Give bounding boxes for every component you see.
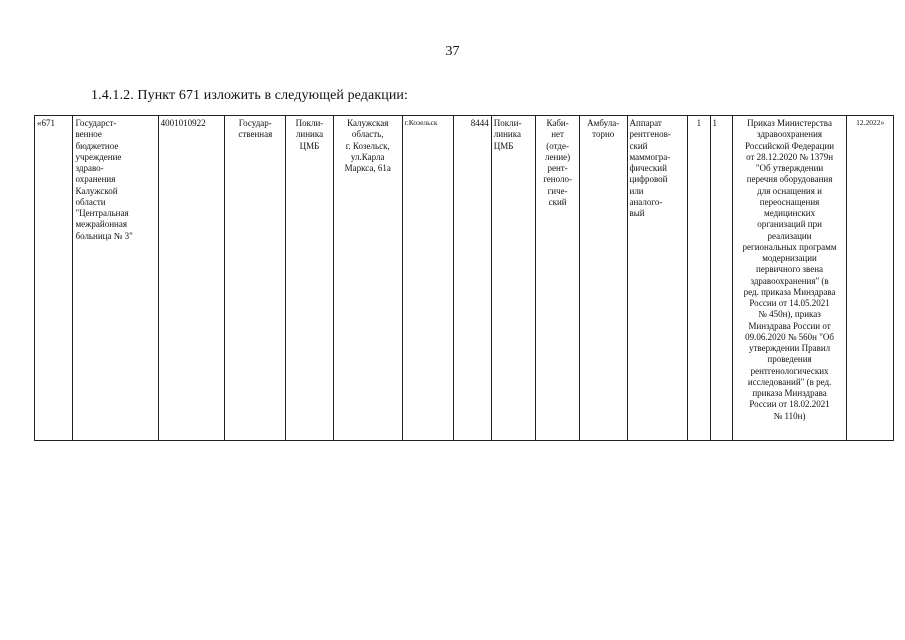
cell-address: Калужская область, г. Козельск, ул.Карла Маркса, 61а	[333, 116, 402, 441]
cell-ownership: Государ- ственная	[225, 116, 286, 441]
cell-care-type: Амбула- торно	[579, 116, 627, 441]
table-row	[35, 116, 894, 441]
equipment-table	[34, 115, 894, 441]
cell-year: 12.2022»	[847, 116, 894, 441]
cell-legal-basis: Приказ Министерства здравоохранения Российской Федерации от 28.12.2020 № 1379н "Об утверждении перечня оборудования для оснащения и переоснащения медицинских организаций при реализации региональных программ модернизации первичного звена здравоохранения" (в ред. приказа Минздрава России от 14.05.2021 № 450н), приказ Минздрава России от 09.06.2020 № 560н "Об утверждении Правил проведения рентгенологических исследований" (в ред. приказа Минздрава России от 18.02.2021 № 110н)	[732, 116, 846, 441]
cell-equipment: Аппарат рентгенов- ский маммогра- фический цифровой или аналого- вый	[627, 116, 688, 441]
cell-code: 8444	[454, 116, 491, 441]
cell-cabinet: Каби- нет (отде- ление) рент- геноло- гиче- ский	[536, 116, 580, 441]
cell-inn: 4001010922	[158, 116, 225, 441]
cell-city: г.Козельск	[402, 116, 454, 441]
cell-unit: Покли- линика ЦМБ	[286, 116, 334, 441]
cell-quantity-1: 1	[688, 116, 710, 441]
cell-unit-2: Покли- линика ЦМБ	[491, 116, 536, 441]
section-heading: 1.4.1.2. Пункт 671 изложить в следующей редакции:	[91, 88, 409, 103]
cell-number: «671	[35, 116, 73, 441]
cell-organization: Государст- венное бюджетное учреждение здраво- охранения Калужской области "Центральная межрайонная больница № 3"	[73, 116, 158, 441]
page-number: 37	[445, 44, 460, 59]
cell-quantity-2: 1	[710, 116, 732, 441]
